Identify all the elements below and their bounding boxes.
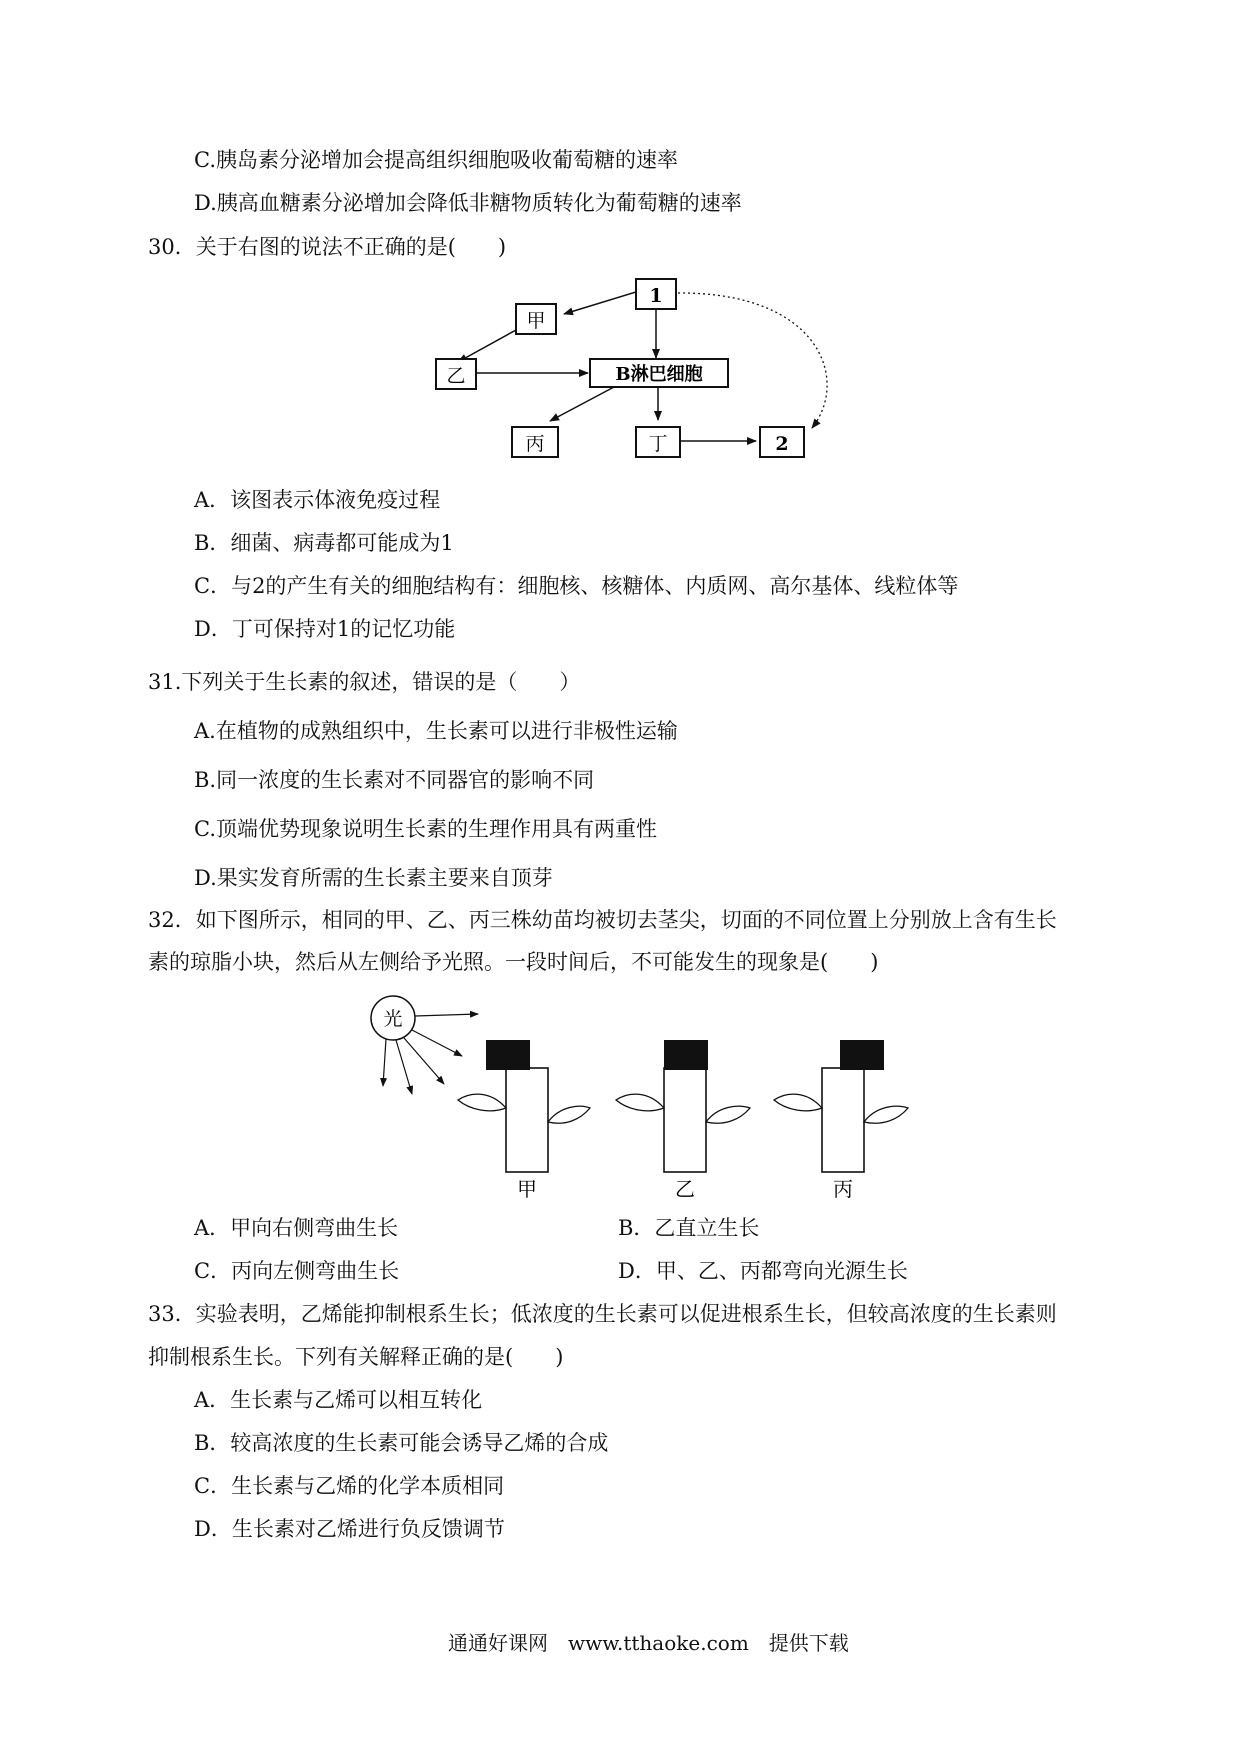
q31-option-a: A.在植物的成熟组织中，生长素可以进行非极性运输: [194, 719, 678, 743]
seedling-bing: [774, 1040, 908, 1172]
agar-block-yi: [664, 1040, 708, 1070]
seedling-jia: [458, 1040, 590, 1172]
q31-option-c: C.顶端优势现象说明生长素的生理作用具有两重性: [194, 817, 657, 841]
q30-option-a: A．该图表示体液免疫过程: [194, 488, 441, 512]
q30-option-d: D．丁可保持对1的记忆功能: [194, 617, 456, 641]
page-footer: 通通好课网 www.tthaoke.com 提供下载: [448, 1631, 849, 1655]
leaf-right-jia: [548, 1106, 590, 1123]
arrow-1-to-jia: [564, 292, 636, 314]
light-ray: [404, 1038, 444, 1084]
q33-option-c: C．生长素与乙烯的化学本质相同: [194, 1474, 505, 1498]
q31-option-b: B.同一浓度的生长素对不同器官的影响不同: [194, 768, 595, 792]
box-ding-label: 丁: [648, 433, 668, 455]
leaf-left-yi: [616, 1094, 664, 1111]
q33-stem-line1: 33．实验表明，乙烯能抑制根系生长；低浓度的生长素可以促进根系生长，但较高浓度的生长素则: [148, 1302, 1057, 1326]
light-ray: [415, 1014, 478, 1016]
light-ray: [383, 1039, 386, 1086]
q30-option-b: B．细菌、病毒都可能成为1: [194, 531, 454, 555]
q32-option-c: C．丙向左侧弯曲生长: [194, 1259, 400, 1283]
q33-option-d: D．生长素对乙烯进行负反馈调节: [194, 1517, 505, 1541]
q32-stem-line2: 素的琼脂小块，然后从左侧给予光照。一段时间后，不可能发生的现象是( ): [148, 950, 879, 974]
q32-option-b: B．乙直立生长: [618, 1216, 760, 1240]
box-bing-label: 丙: [525, 433, 545, 455]
q32-stem-line1: 32．如下图所示，相同的甲、乙、丙三株幼苗均被切去茎尖，切面的不同位置上分别放上含有生长: [148, 908, 1057, 932]
q29-option-c: C.胰岛素分泌增加会提高组织细胞吸收葡萄糖的速率: [194, 148, 678, 172]
q30-stem: 30．关于右图的说法不正确的是( ): [148, 235, 507, 259]
light-ray: [412, 1030, 462, 1056]
arrow-b-cell-to-bing: [550, 387, 614, 421]
leaf-left-bing: [774, 1094, 822, 1111]
agar-block-bing: [840, 1040, 884, 1070]
q31-stem: 31.下列关于生长素的叙述，错误的是（ ）: [148, 670, 581, 694]
q32-option-d: D．甲、乙、丙都弯向光源生长: [618, 1259, 908, 1283]
q33-stem-line2: 抑制根系生长。下列有关解释正确的是( ): [148, 1345, 564, 1369]
q29-option-d: D.胰高血糖素分泌增加会降低非糖物质转化为葡萄糖的速率: [194, 191, 742, 215]
light-ray: [396, 1040, 412, 1094]
q33-option-a: A．生长素与乙烯可以相互转化: [194, 1388, 483, 1412]
q32-seedling-figure: [0, 990, 1240, 1210]
box-yi-label: 乙: [446, 365, 466, 387]
box-b-lymphocyte-label: B淋巴细胞: [615, 364, 703, 385]
leaf-right-bing: [864, 1106, 908, 1123]
q33-option-b: B．较高浓度的生长素可能会诱导乙烯的合成: [194, 1431, 609, 1455]
light-source-label: 光: [383, 1008, 403, 1030]
box-antibody-2-label: 2: [775, 433, 789, 455]
seedling-yi: [616, 1040, 750, 1172]
arrow-jia-to-yi: [458, 330, 516, 362]
q31-option-d: D.果实发育所需的生长素主要来自顶芽: [194, 866, 553, 890]
leaf-right-yi: [706, 1106, 750, 1123]
seedling-yi-label: 乙: [675, 1177, 695, 1201]
leaf-left-jia: [458, 1094, 506, 1111]
agar-block-jia: [486, 1040, 530, 1070]
seedling-jia-label: 甲: [517, 1177, 537, 1201]
q30-option-c: C．与2的产生有关的细胞结构有：细胞核、核糖体、内质网、高尔基体、线粒体等: [194, 574, 959, 598]
q32-option-a: A．甲向右侧弯曲生长: [194, 1216, 399, 1240]
seedling-bing-label: 丙: [833, 1177, 853, 1201]
box-antigen-1-label: 1: [649, 285, 663, 307]
box-jia-label: 甲: [526, 310, 546, 332]
